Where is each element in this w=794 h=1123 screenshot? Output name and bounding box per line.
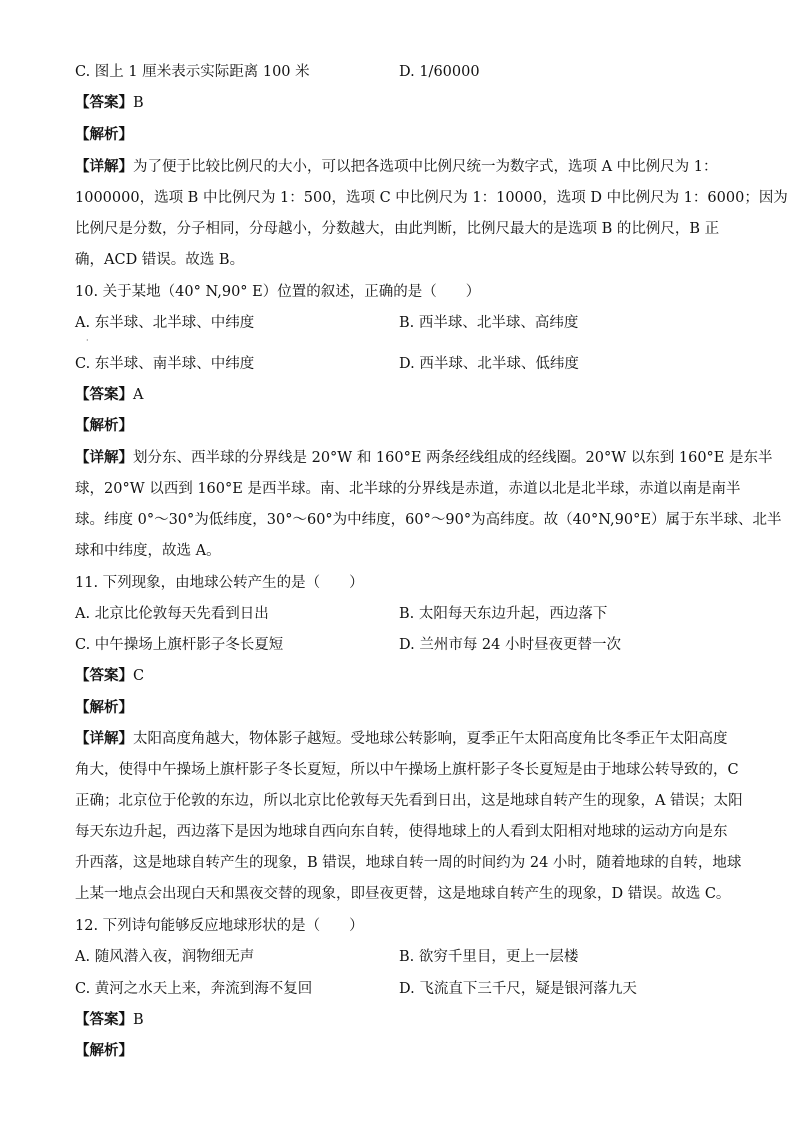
q10-option-c: C. 东半球、南半球、中纬度 bbox=[75, 356, 255, 372]
detail-text: 太阳高度角越大，物体影子越短。受地球公转影响，夏季正午太阳高度角比冬季正午太阳高度 bbox=[133, 731, 728, 747]
q10-answer bbox=[75, 385, 143, 405]
q12-stem: 12. 下列诗句能够反应地球形状的是（ ） bbox=[75, 918, 364, 934]
q9-answer bbox=[75, 93, 144, 113]
answer-value: A bbox=[133, 387, 144, 403]
q12-option-b: B. 欲穷千里目，更上一层楼 bbox=[399, 949, 579, 965]
q11-detail-line-2: 角大，使得中午操场上旗杆影子冬长夏短，所以中午操场上旗杆影子冬长夏短是由于地球公转导致的，C bbox=[75, 762, 739, 778]
q11-option-b: B. 太阳每天东边升起，西边落下 bbox=[399, 606, 608, 622]
q10-analysis-label: 【解析】 bbox=[75, 417, 133, 434]
answer-value: C bbox=[133, 668, 145, 684]
answer-label: 【答案】 bbox=[75, 667, 133, 684]
stray-mark: · bbox=[86, 336, 89, 345]
detail-label: 【详解】 bbox=[75, 730, 133, 747]
q10-detail-line-1 bbox=[75, 448, 773, 468]
q12-option-c: C. 黄河之水天上来，奔流到海不复回 bbox=[75, 981, 313, 997]
q10-option-b: B. 西半球、北半球、高纬度 bbox=[399, 315, 579, 331]
q11-detail-line-6: 上某一地点会出现白天和黑夜交替的现象，即昼夜更替，这是地球自转产生的现象，D 错误。故选 C。 bbox=[75, 886, 731, 902]
q11-option-d: D. 兰州市每 24 小时昼夜更替一次 bbox=[399, 637, 621, 653]
q10-detail-line-3: 球。纬度 0°～30°为低纬度，30°～60°为中纬度，60°～90°为高纬度。故（40°N,90°E）属于东半球、北半 bbox=[75, 512, 782, 528]
answer-label: 【答案】 bbox=[75, 386, 133, 403]
detail-label: 【详解】 bbox=[75, 449, 133, 466]
answer-label: 【答案】 bbox=[75, 1011, 133, 1028]
q9-option-d: D. 1/60000 bbox=[399, 64, 480, 80]
detail-label: 【详解】 bbox=[75, 158, 133, 175]
q11-option-c: C. 中午操场上旗杆影子冬长夏短 bbox=[75, 637, 284, 653]
detail-text: 为了便于比较比例尺的大小，可以把各选项中比例尺统一为数字式，选项 A 中比例尺为 1： bbox=[133, 159, 718, 175]
q10-detail-line-4: 球和中纬度，故选 A。 bbox=[75, 543, 221, 559]
q9-detail-line-4: 确，ACD 错误。故选 B。 bbox=[75, 252, 245, 268]
q11-detail-line-1 bbox=[75, 729, 728, 749]
q10-stem: 10. 关于某地（40° N,90° E）位置的叙述，正确的是（ ） bbox=[75, 284, 481, 300]
q9-analysis-label: 【解析】 bbox=[75, 126, 133, 143]
q10-detail-line-2: 球，20°W 以西到 160°E 是西半球。南、北半球的分界线是赤道，赤道以北是北半球，赤道以南是南半 bbox=[75, 481, 741, 497]
q9-option-c: C. 图上 1 厘米表示实际距离 100 米 bbox=[75, 64, 310, 80]
q12-option-d: D. 飞流直下三千尺，疑是银河落九天 bbox=[399, 981, 637, 997]
q11-analysis-label: 【解析】 bbox=[75, 699, 133, 716]
q9-detail-line-2: 1000000，选项 B 中比例尺为 1：500，选项 C 中比例尺为 1：10000，选项 D 中比例尺为 1：6000；因为 bbox=[75, 190, 788, 206]
q10-option-d: D. 西半球、北半球、低纬度 bbox=[399, 356, 579, 372]
q9-detail-line-3: 比例尺是分数，分子相同，分母越小，分数越大，由此判断，比例尺最大的是选项 B 的比例尺，B 正 bbox=[75, 221, 720, 237]
q11-detail-line-3: 正确；北京位于伦敦的东边，所以北京比伦敦每天先看到日出，这是地球自转产生的现象，A 错误；太阳 bbox=[75, 793, 743, 809]
answer-label: 【答案】 bbox=[75, 94, 133, 111]
q11-detail-line-4: 每天东边升起，西边落下是因为地球自西向东自转，使得地球上的人看到太阳相对地球的运动方向是东 bbox=[75, 824, 728, 840]
q9-detail-line-1 bbox=[75, 157, 718, 177]
answer-value: B bbox=[133, 95, 144, 111]
answer-value: B bbox=[133, 1012, 144, 1028]
q12-analysis-label: 【解析】 bbox=[75, 1042, 133, 1059]
q12-option-a: A. 随风潜入夜，润物细无声 bbox=[75, 949, 255, 965]
q11-stem: 11. 下列现象，由地球公转产生的是（ ） bbox=[75, 575, 364, 591]
q11-option-a: A. 北京比伦敦每天先看到日出 bbox=[75, 606, 269, 622]
q11-detail-line-5: 升西落，这是地球自转产生的现象，B 错误，地球自转一周的时间约为 24 小时，随着地球的自转，地球 bbox=[75, 855, 742, 871]
q10-option-a: A. 东半球、北半球、中纬度 bbox=[75, 315, 255, 331]
detail-text: 划分东、西半球的分界线是 20°W 和 160°E 两条经线组成的经线圈。20°W 以东到 160°E 是东半 bbox=[133, 450, 773, 466]
q11-answer bbox=[75, 666, 144, 686]
q12-answer bbox=[75, 1010, 144, 1030]
